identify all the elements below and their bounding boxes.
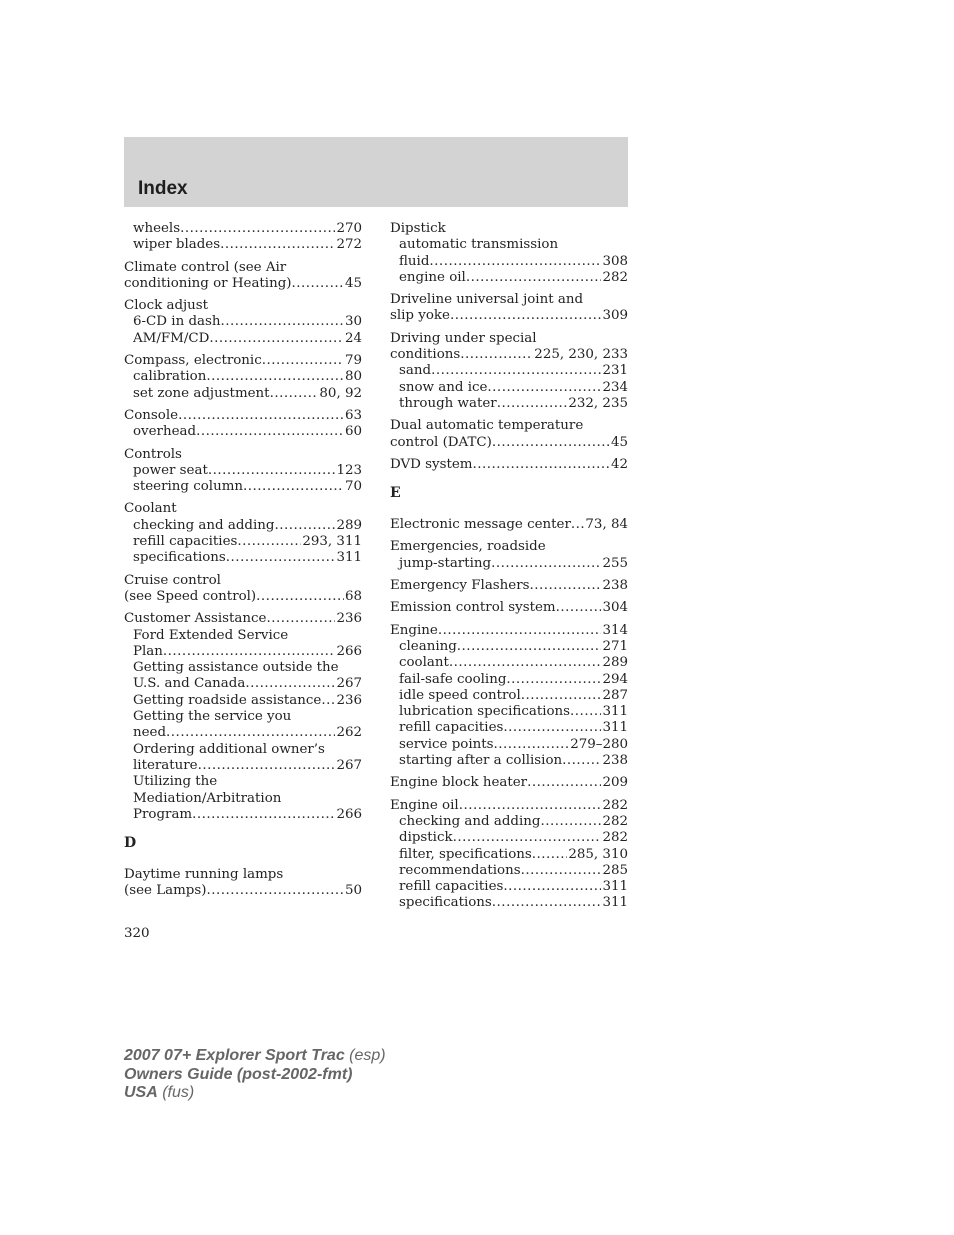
- index-term: Clock adjust: [124, 298, 209, 314]
- index-term: fluid: [399, 253, 430, 269]
- index-term: Coolant: [124, 501, 177, 517]
- index-term: refill capacities: [399, 879, 504, 895]
- index-term: recommendations: [399, 862, 521, 878]
- index-entry-line: [390, 517, 628, 533]
- index-page-ref[interactable]: 80: [344, 369, 362, 385]
- index-column-right: [390, 221, 628, 918]
- index-entry-line: [124, 408, 362, 424]
- index-subentry: [124, 221, 362, 237]
- index-term: Driveline universal joint and: [390, 292, 584, 308]
- dot-leader: [494, 737, 570, 753]
- dot-leader: [245, 676, 335, 692]
- dot-leader: [530, 578, 602, 594]
- index-subentry: [390, 655, 628, 671]
- index-subentry: [124, 660, 362, 676]
- index-page-ref[interactable]: 68: [344, 588, 362, 604]
- dot-leader: [503, 720, 601, 736]
- index-entry-line: [124, 298, 362, 314]
- index-page-ref[interactable]: 314: [602, 622, 628, 638]
- index-page-ref[interactable]: 73, 84: [585, 517, 628, 533]
- index-page-ref[interactable]: 309: [602, 308, 628, 324]
- index-page-ref[interactable]: 50: [344, 883, 362, 899]
- index-term: idle speed control: [399, 687, 521, 703]
- index-entry-line: [390, 347, 628, 363]
- index-term: Daytime running lamps: [124, 867, 284, 883]
- dot-leader: [562, 753, 601, 769]
- index-entry-line: [124, 867, 362, 883]
- index-page-ref[interactable]: 70: [344, 479, 362, 495]
- index-subentry: [124, 791, 362, 807]
- index-term: refill capacities: [133, 534, 238, 550]
- dot-leader: [166, 725, 335, 741]
- index-term: Engine: [390, 622, 438, 638]
- dot-leader: [492, 895, 602, 911]
- dot-leader: [491, 556, 601, 572]
- dot-leader: [457, 639, 602, 655]
- dot-leader: [192, 807, 335, 823]
- index-subentry: [124, 518, 362, 534]
- index-term: Utilizing the: [133, 774, 218, 790]
- index-subentry: [124, 550, 362, 566]
- index-term: DVD system: [390, 456, 473, 472]
- index-page-ref[interactable]: 45: [610, 434, 628, 450]
- index-entry-line: [124, 276, 362, 292]
- dot-leader: [472, 457, 609, 473]
- index-term: checking and adding: [399, 813, 541, 829]
- dot-leader: [521, 863, 602, 879]
- index-term: steering column: [133, 479, 244, 495]
- index-page-ref[interactable]: 225, 230, 233: [534, 347, 628, 363]
- index-page-ref[interactable]: 308: [602, 253, 628, 269]
- index-page-ref[interactable]: 304: [602, 600, 628, 616]
- index-term: conditioning or Heating): [124, 275, 292, 291]
- index-subentry: [124, 479, 362, 495]
- index-term: Ordering additional owner’s: [133, 741, 325, 757]
- index-term: slip yoke: [390, 308, 450, 324]
- index-page-ref[interactable]: 293, 311: [302, 534, 362, 550]
- index-term: Controls: [124, 446, 182, 462]
- index-term: Dipstick: [390, 221, 446, 236]
- index-entry: [124, 867, 362, 900]
- index-term: specifications: [133, 550, 226, 566]
- dot-leader: [243, 479, 344, 495]
- index-entry: [390, 292, 628, 325]
- index-entry: [390, 775, 628, 791]
- index-page-ref[interactable]: 238: [602, 578, 628, 594]
- index-page-ref[interactable]: 287: [602, 687, 628, 703]
- dot-leader: [521, 688, 602, 704]
- footer-model: 2007 07+ Explorer Sport Trac: [124, 1047, 345, 1064]
- dot-leader: [466, 270, 602, 286]
- index-page-ref[interactable]: 234: [602, 379, 628, 395]
- index-subentry: [390, 688, 628, 704]
- dot-leader: [570, 704, 601, 720]
- index-entry-line: [390, 308, 628, 324]
- index-page-ref[interactable]: 60: [344, 424, 362, 440]
- index-subentry: [390, 720, 628, 736]
- index-section-letter: D: [124, 835, 137, 852]
- index-entry: [124, 447, 362, 496]
- index-subentry: [390, 270, 628, 286]
- index-page-ref[interactable]: 232, 235: [568, 395, 628, 411]
- index-page-ref[interactable]: 311: [602, 720, 628, 736]
- dot-leader: [196, 424, 344, 440]
- index-subentry: [390, 879, 628, 895]
- index-entry-line: [124, 589, 362, 605]
- index-header-band: [124, 137, 628, 207]
- dot-leader: [497, 396, 568, 412]
- index-entry: [390, 600, 628, 616]
- index-term: refill capacities: [399, 720, 504, 736]
- index-term: Plan: [133, 643, 163, 659]
- dot-leader: [262, 353, 344, 369]
- index-page-ref[interactable]: 80, 92: [319, 385, 362, 401]
- index-subentry: [124, 709, 362, 725]
- index-subentry: [124, 463, 362, 479]
- footer-market-code: (fus): [157, 1084, 195, 1101]
- index-entry: [124, 611, 362, 823]
- index-term: checking and adding: [133, 517, 275, 533]
- index-term: Cruise control: [124, 572, 221, 588]
- dot-leader: [450, 308, 602, 324]
- index-entry-line: [390, 578, 628, 594]
- index-subentry: [124, 693, 362, 709]
- index-page-ref[interactable]: 311: [336, 550, 362, 566]
- index-subentry: [390, 237, 628, 253]
- index-entry: [390, 798, 628, 912]
- index-entry-line: [390, 623, 628, 639]
- dot-leader: [220, 237, 335, 253]
- index-term: Getting assistance outside the: [133, 660, 339, 676]
- index-subentry: [390, 704, 628, 720]
- index-entry: [390, 418, 628, 451]
- index-page-ref[interactable]: 311: [602, 879, 628, 895]
- index-term: Emission control system: [390, 600, 556, 616]
- index-page-ref[interactable]: 271: [602, 638, 628, 654]
- dot-leader: [274, 518, 335, 534]
- index-term: power seat: [133, 462, 208, 478]
- index-subentry: [124, 386, 362, 402]
- dot-leader: [429, 254, 601, 270]
- index-entry: [124, 353, 362, 402]
- index-page-ref[interactable]: 79: [344, 353, 362, 369]
- index-subentry: [124, 314, 362, 330]
- index-term: conditions: [390, 347, 461, 363]
- index-term: Mediation/Arbitration: [133, 790, 282, 806]
- index-page-ref[interactable]: 311: [602, 704, 628, 720]
- index-term: Getting roadside assistance: [133, 692, 322, 708]
- index-page-ref[interactable]: 238: [602, 753, 628, 769]
- index-entry-line: [390, 221, 628, 237]
- index-page-ref[interactable]: 24: [344, 330, 362, 346]
- index-page-ref[interactable]: 266: [336, 643, 362, 659]
- index-term: Program: [133, 806, 193, 822]
- index-entry-line: [124, 260, 362, 276]
- index-entry-line: [390, 292, 628, 308]
- index-term: Dual automatic temperature: [390, 418, 584, 434]
- index-subentry: [390, 639, 628, 655]
- index-entry-line: [390, 418, 628, 434]
- index-entry-line: [390, 539, 628, 555]
- index-entry: [124, 573, 362, 606]
- index-term: Compass, electronic: [124, 353, 262, 369]
- index-entry: [390, 623, 628, 770]
- dot-leader: [540, 814, 601, 830]
- dot-leader: [453, 830, 602, 846]
- index-subentry: [390, 847, 628, 863]
- index-term: Ford Extended Service: [133, 627, 289, 643]
- index-page-ref[interactable]: 267: [336, 757, 362, 773]
- index-subentry: [124, 742, 362, 758]
- dot-leader: [459, 798, 602, 814]
- index-page-ref[interactable]: 42: [610, 456, 628, 472]
- index-term: Driving under special: [390, 330, 537, 346]
- dot-leader: [321, 693, 335, 709]
- index-entry-line: [390, 600, 628, 616]
- index-term: cleaning: [399, 638, 457, 654]
- dot-leader: [270, 386, 319, 402]
- dot-leader: [178, 408, 344, 424]
- index-page-ref[interactable]: 285, 310: [568, 846, 628, 862]
- index-page-ref[interactable]: 236: [336, 611, 362, 627]
- index-entry-line: [124, 611, 362, 627]
- index-entry: [390, 331, 628, 412]
- dot-leader: [266, 611, 335, 627]
- dot-leader: [556, 600, 602, 616]
- index-entry-line: [124, 353, 362, 369]
- index-subentry: [124, 331, 362, 347]
- index-page-ref[interactable]: 289: [602, 655, 628, 671]
- index-subentry: [390, 895, 628, 911]
- index-page-ref[interactable]: 279–280: [570, 736, 628, 752]
- index-page-ref[interactable]: 272: [336, 237, 362, 253]
- index-entry: [124, 221, 362, 254]
- dot-leader: [487, 380, 601, 396]
- index-page-ref[interactable]: 270: [336, 221, 362, 236]
- index-page-ref[interactable]: 266: [336, 806, 362, 822]
- index-entry-line: [124, 501, 362, 517]
- index-term: AM/FM/CD: [133, 330, 210, 346]
- dot-leader: [256, 589, 344, 605]
- index-subentry: [390, 363, 628, 379]
- index-page-ref[interactable]: 236: [336, 692, 362, 708]
- index-subentry: [390, 814, 628, 830]
- footer-line-1: [124, 1047, 386, 1066]
- index-term: 6-CD in dash: [133, 314, 221, 330]
- document-footer: [124, 1047, 386, 1103]
- dot-leader: [492, 435, 610, 451]
- dot-leader: [163, 644, 336, 660]
- index-subentry: [390, 672, 628, 688]
- index-subentry: [124, 424, 362, 440]
- index-entry: [390, 539, 628, 572]
- index-subentry: [124, 725, 362, 741]
- index-term: wiper blades: [133, 237, 221, 253]
- index-subentry: [124, 369, 362, 385]
- index-term: calibration: [133, 369, 207, 385]
- index-term: Climate control (see Air: [124, 259, 287, 275]
- dot-leader: [532, 847, 568, 863]
- index-entry-line: [390, 457, 628, 473]
- index-subentry: [390, 830, 628, 846]
- index-term: set zone adjustment: [133, 385, 270, 401]
- index-subentry: [390, 396, 628, 412]
- index-page-ref[interactable]: 311: [602, 895, 628, 911]
- index-entry-line: [124, 883, 362, 899]
- index-subentry: [390, 556, 628, 572]
- index-term: filter, specifications: [399, 846, 532, 862]
- dot-leader: [226, 550, 336, 566]
- footer-market: USA: [124, 1084, 158, 1101]
- index-entry: [390, 578, 628, 594]
- index-page-ref[interactable]: 30: [344, 314, 362, 330]
- index-page-ref[interactable]: 282: [602, 269, 628, 285]
- index-page-ref[interactable]: 282: [602, 813, 628, 829]
- index-term: (see Lamps): [124, 883, 207, 899]
- dot-leader: [449, 655, 602, 671]
- index-term: sand: [399, 363, 432, 379]
- index-entry-line: [390, 798, 628, 814]
- index-entry: [390, 457, 628, 473]
- index-entry-line: [390, 331, 628, 347]
- footer-guide: Owners Guide (post-2002-fmt): [124, 1065, 353, 1083]
- index-subentry: [390, 380, 628, 396]
- index-entry: [124, 501, 362, 566]
- index-entry-line: [390, 775, 628, 791]
- index-subentry: [124, 628, 362, 644]
- dot-leader: [208, 463, 336, 479]
- dot-leader: [209, 331, 344, 347]
- index-term: through water: [399, 395, 497, 411]
- index-term: snow and ice: [399, 379, 488, 395]
- dot-leader: [571, 517, 585, 533]
- index-page-ref[interactable]: 267: [336, 676, 362, 692]
- index-term: engine oil: [399, 269, 466, 285]
- dot-leader: [506, 672, 601, 688]
- dot-leader: [206, 369, 344, 385]
- index-section-letter: E: [390, 485, 401, 502]
- index-subentry: [124, 807, 362, 823]
- index-entry: [390, 517, 628, 533]
- index-entry-line: [390, 435, 628, 451]
- index-subentry: [124, 758, 362, 774]
- index-term: Electronic message center: [390, 517, 571, 533]
- index-page-ref[interactable]: 262: [336, 725, 362, 741]
- index-term: Engine block heater: [390, 775, 528, 791]
- index-subentry: [390, 254, 628, 270]
- index-subentry: [124, 534, 362, 550]
- index-subentry: [390, 863, 628, 879]
- dot-leader: [221, 314, 344, 330]
- index-term: starting after a collision: [399, 753, 563, 769]
- page-number: 320: [124, 926, 150, 941]
- index-term: fail-safe cooling: [399, 671, 507, 687]
- index-page-ref[interactable]: 209: [602, 775, 628, 791]
- footer-line-2: [124, 1066, 386, 1085]
- index-page-ref[interactable]: 123: [336, 462, 362, 478]
- index-page-ref[interactable]: 294: [602, 671, 628, 687]
- dot-leader: [237, 534, 301, 550]
- index-page-ref[interactable]: 255: [602, 555, 628, 571]
- dot-leader: [460, 347, 533, 363]
- index-term: Engine oil: [390, 797, 459, 813]
- index-subentry: [390, 753, 628, 769]
- index-page-ref[interactable]: 63: [344, 407, 362, 423]
- index-entry: [124, 260, 362, 293]
- index-subentry: [124, 676, 362, 692]
- index-subentry: [124, 774, 362, 790]
- index-entry-line: [124, 447, 362, 463]
- index-term: literature: [133, 757, 198, 773]
- dot-leader: [438, 623, 602, 639]
- dot-leader: [198, 758, 336, 774]
- index-term: jump-starting: [399, 555, 492, 571]
- dot-leader: [292, 276, 344, 292]
- index-term: Emergencies, roadside: [390, 539, 546, 555]
- index-page-ref[interactable]: 289: [336, 517, 362, 533]
- index-page-ref[interactable]: 285: [602, 862, 628, 878]
- footer-line-3: [124, 1084, 386, 1103]
- index-term: service points: [399, 736, 494, 752]
- page-title: Index: [138, 178, 188, 199]
- index-term: (see Speed control): [124, 588, 257, 604]
- index-term: Emergency Flashers: [390, 578, 530, 594]
- dot-leader: [206, 883, 344, 899]
- dot-leader: [503, 879, 601, 895]
- index-term: automatic transmission: [399, 237, 559, 253]
- index-page-ref[interactable]: 231: [602, 363, 628, 379]
- index-term: coolant: [399, 655, 449, 671]
- index-term: lubrication specifications: [399, 704, 571, 720]
- index-term: control (DATC): [390, 434, 492, 450]
- index-subentry: [124, 644, 362, 660]
- index-term: dipstick: [399, 830, 453, 846]
- index-subentry: [124, 237, 362, 253]
- index-term: overhead: [133, 424, 197, 440]
- index-column-left: [124, 221, 362, 906]
- index-entry: [124, 408, 362, 441]
- index-term: specifications: [399, 895, 492, 911]
- dot-leader: [527, 775, 601, 791]
- index-entry: [390, 221, 628, 286]
- index-entry-line: [124, 573, 362, 589]
- index-page-ref[interactable]: 282: [602, 830, 628, 846]
- index-page-ref[interactable]: 282: [602, 797, 628, 813]
- index-term: Getting the service you: [133, 709, 292, 725]
- index-term: wheels: [133, 221, 181, 236]
- dot-leader: [180, 221, 335, 237]
- footer-model-code: (esp): [344, 1047, 386, 1064]
- index-subentry: [390, 737, 628, 753]
- index-term: Console: [124, 407, 179, 423]
- index-term: Customer Assistance: [124, 611, 267, 627]
- index-entry: [124, 298, 362, 347]
- index-term: U.S. and Canada: [133, 676, 246, 692]
- index-term: need: [133, 725, 167, 741]
- dot-leader: [431, 363, 601, 379]
- index-page-ref[interactable]: 45: [344, 275, 362, 291]
